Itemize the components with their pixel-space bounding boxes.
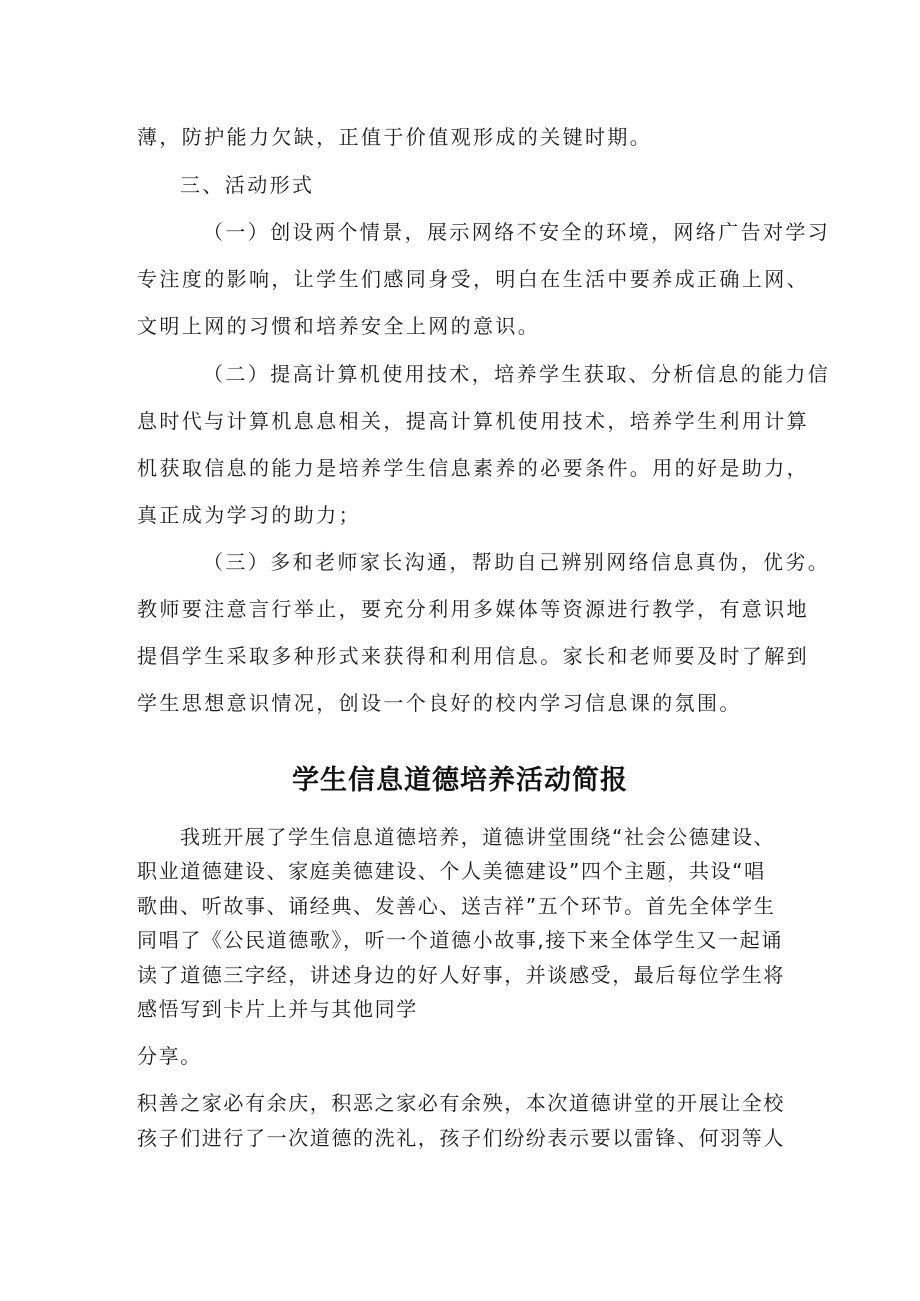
text-line: （二）提高计算机使用技术，培养学生获取、分析信息的能力信 <box>203 362 831 386</box>
text-line: 文明上网的习惯和培养安全上网的意识。 <box>137 314 541 338</box>
text-line: 薄，防护能力欠缺，正值于价值观形成的关键时期。 <box>137 125 653 149</box>
text-line: 职业道德建设、家庭美德建设、个人美德建设”四个主题，共设“唱 <box>137 859 766 883</box>
document-title: 学生信息道德培养活动简报 <box>292 765 628 796</box>
text-line: （三）多和老师家长沟通，帮助自己辨别网络信息真伪，优劣。 <box>203 550 831 574</box>
text-line: 感悟写到卡片上并与其他同学 <box>137 997 418 1021</box>
text-line: 我班开展了学生信息道德培养，道德讲堂围绕“社会公德建设、 <box>180 825 776 849</box>
text-line: 息时代与计算机息息相关，提高计算机使用技术，培养学生利用计算 <box>137 409 809 433</box>
text-line: 分享。 <box>137 1044 202 1068</box>
text-line: 真正成为学习的助力； <box>137 503 361 527</box>
text-line: （一）创设两个情景，展示网络不安全的环境，网络广告对学习 <box>203 220 831 244</box>
text-line: 同唱了《公民道德歌》，听一个道德小故事,接下来全体学生又一起诵 <box>137 928 783 952</box>
text-line: 机获取信息的能力是培养学生信息素养的必要条件。用的好是助力， <box>137 456 809 480</box>
text-line: 积善之家必有余庆，积恶之家必有余殃，本次道德讲堂的开展让全校 <box>137 1091 785 1115</box>
section-heading: 三、活动形式 <box>180 173 315 197</box>
text-line: 提倡学生采取多种形式来获得和利用信息。家长和老师要及时了解到 <box>137 644 809 668</box>
text-line: 专注度的影响，让学生们感同身受，明白在生活中要养成正确上网、 <box>137 267 809 291</box>
text-line: 歌曲、听故事、诵经典、发善心、送吉祥”五个环节。首先全体学生 <box>137 894 776 918</box>
text-line: 读了道德三字经，讲述身边的好人好事，并谈感受，最后每位学生将 <box>137 963 785 987</box>
text-line: 学生思想意识情况，创设一个良好的校内学习信息课的氛围。 <box>137 691 742 715</box>
text-line: 孩子们进行了一次道德的洗礼，孩子们纷纷表示要以雷锋、何羽等人 <box>137 1126 785 1150</box>
text-line: 教师要注意言行举止，要充分利用多媒体等资源进行教学，有意识地 <box>137 597 809 621</box>
